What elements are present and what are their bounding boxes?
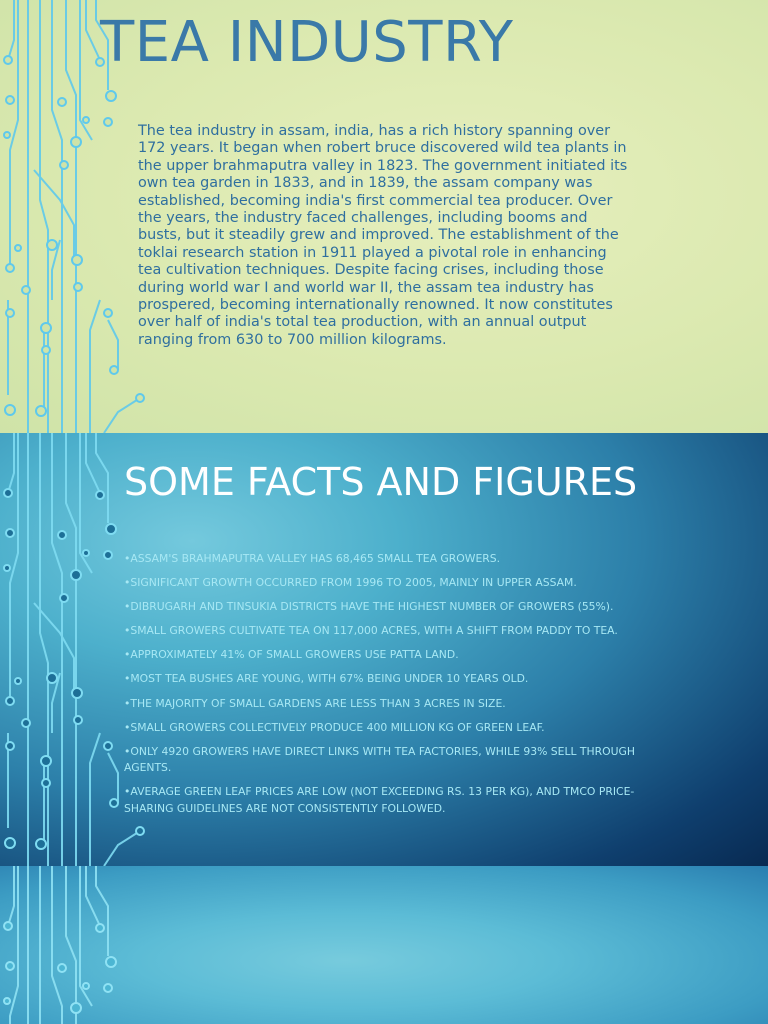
fact-item: •APPROXIMATELY 41% OF SMALL GROWERS USE PATTA LAND. xyxy=(124,648,459,662)
circuit-decoration xyxy=(0,866,150,1024)
slide-title: TEA INDUSTRY xyxy=(100,10,514,75)
fact-item: •ONLY 4920 GROWERS HAVE DIRECT LINKS WITH TEA FACTORIES, WHILE 93% SELL THROUGH AGENTS. xyxy=(124,744,636,775)
slide-tea-industry xyxy=(0,0,768,433)
fact-item: •DIBRUGARH AND TINSUKIA DISTRICTS HAVE THE HIGHEST NUMBER OF GROWERS (55%). xyxy=(124,600,614,614)
slide-title: SOME FACTS AND FIGURES xyxy=(124,460,638,504)
fact-item: •SMALL GROWERS COLLECTIVELY PRODUCE 400 MILLION KG OF GREEN LEAF. xyxy=(124,720,545,734)
fact-item: •THE MAJORITY OF SMALL GARDENS ARE LESS THAN 3 ACRES IN SIZE. xyxy=(124,696,506,710)
facts-list xyxy=(124,551,656,825)
slide-facts-and-figures xyxy=(0,433,768,866)
fact-item: •ASSAM'S BRAHMAPUTRA VALLEY HAS 68,465 SMALL TEA GROWERS. xyxy=(124,552,501,565)
fact-item: •MOST TEA BUSHES ARE YOUNG, WITH 67% BEING UNDER 10 YEARS OLD. xyxy=(124,672,529,686)
fact-item: •SIGNIFICANT GROWTH OCCURRED FROM 1996 TO 2005, MAINLY IN UPPER ASSAM. xyxy=(124,576,577,590)
fact-item: •AVERAGE GREEN LEAF PRICES ARE LOW (NOT EXCEEDING RS. 13 PER KG), AND TMCO PRICE-SHARING GUIDELINES ARE NOT CONSISTENTLY FOLLOWED. xyxy=(124,785,635,815)
slide-blank xyxy=(0,866,768,1024)
slide-body-text: The tea industry in assam, india, has a rich history spanning over 172 years. It began when robert bruce discovered wild tea plants in the upper brahmaputra valley in 1823. The government initiated its own tea garden in 1833, and in 1839, the assam company was established, becoming india's first commercial tea producer. Over the years, the industry faced challenges, including booms and busts, but it steadily grew and improved. The establishment of the toklai research station in 1911 played a pivotal role in enhancing tea cultivation techniques. Despite facing crises, including those during world war I and world war II, the assam tea industry has prospered, becoming internationally renowned. It now constitutes over half of india's total tea production, with an annual output ranging from 630 to 700 million kilograms. xyxy=(138,123,628,348)
fact-item: •SMALL GROWERS CULTIVATE TEA ON 117,000 ACRES, WITH A SHIFT FROM PADDY TO TEA. xyxy=(124,624,618,638)
